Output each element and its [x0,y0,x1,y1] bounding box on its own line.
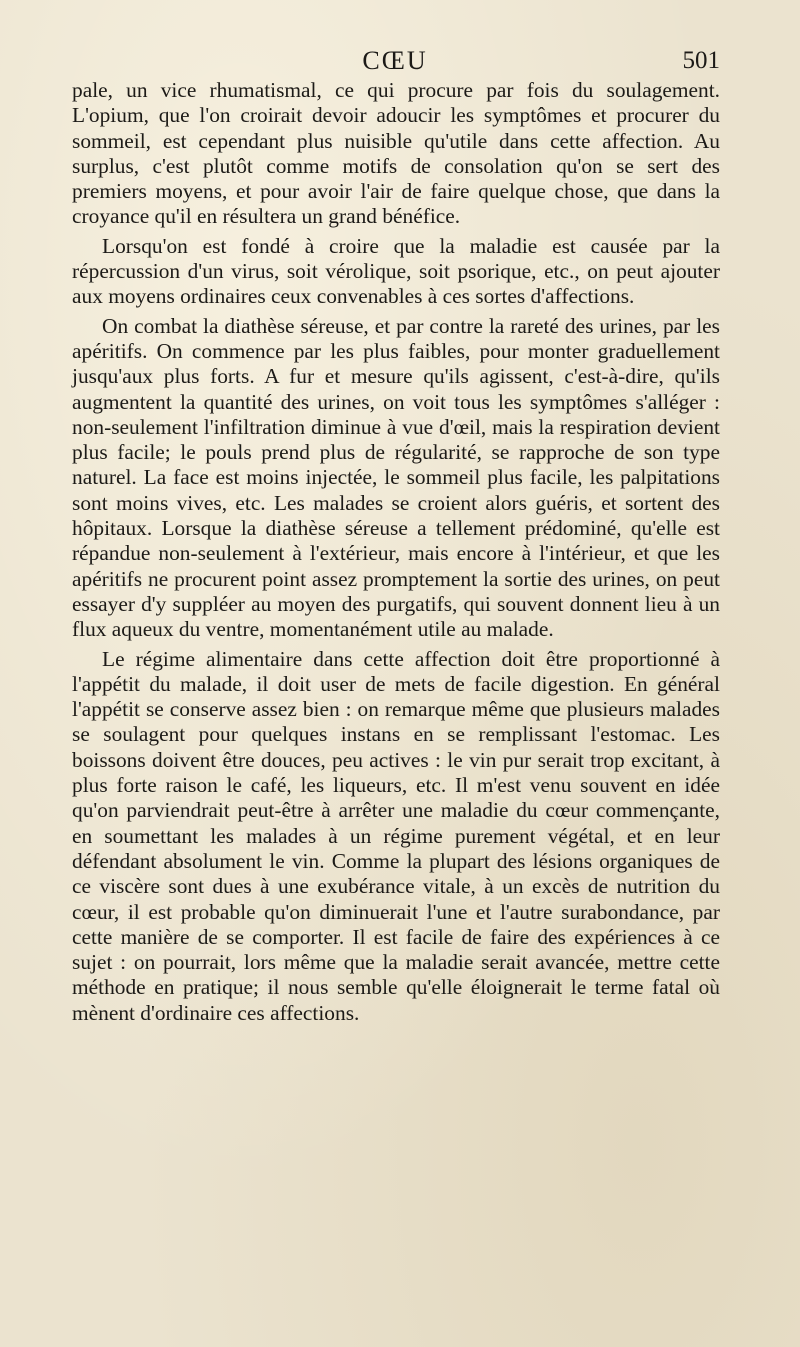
running-header [70,44,720,80]
paragraph-continued: pale, un vice rhumatismal, ce qui procure par fois du soulagement. L'opium, que l'on croirait devoir adoucir les symptômes et procurer du sommeil, est cependant plus nuisible qu'utile dans cette affection. Au surplus, c'est plutôt comme motifs de consolation qu'on se sert des premiers moyens, et pour avoir l'air de faire quelque chose, que dans la croyance qu'il en résultera un grand bénéfice. [72,78,720,229]
paragraph: On combat la diathèse séreuse, et par contre la rareté des urines, par les apéritifs. On commence par les plus faibles, pour monter graduellement jusqu'aux plus forts. A fur et mesure qu'ils agissent, c'est-à-dire, qu'ils augmentent la quantité des urines, on voit tous les symptômes s'alléger : non-seulement l'infiltration diminue à vue d'œil, mais la respiration devient plus facile; le pouls prend plus de régularité, se rapproche de son type naturel. La face est moins injectée, le sommeil plus facile, les palpitations sont moins vives, etc. Les malades se croient alors guéris, et sortent des hôpitaux. Lorsque la diathèse séreuse a tellement prédominé, qu'elle est répandue non-seulement à l'extérieur, mais encore à l'intérieur, et que les apéritifs ne procurent point assez promptement la sortie des urines, on peut essayer d'y suppléer au moyen des purgatifs, qui souvent donnent lieu à un flux aqueux du ventre, momentanément utile au malade. [72,313,720,642]
body-text [72,78,720,1026]
paragraph: Lorsqu'on est fondé à croire que la maladie est causée par la répercussion d'un virus, soit vérolique, soit psorique, etc., on peut ajouter aux moyens ordinaires ceux convenables à ces sortes d'affections. [72,233,720,309]
running-title: CŒU [362,46,428,75]
paragraph: Le régime alimentaire dans cette affection doit être proportionné à l'appétit du malade, il doit user de mets de facile digestion. En général l'appétit se conserve assez bien : on remarque même que plusieurs malades se soulagent pour quelques instans en se remplissant l'estomac. Les boissons doivent être douces, peu actives : le vin pur serait trop excitant, à plus forte raison le café, les liqueurs, etc. Il m'est venu souvent en idée qu'on parviendrait peut-être à arrêter une maladie du cœur commençante, en soumettant les malades à un régime purement végétal, et en leur défendant absolument le vin. Comme la plupart des lésions organiques de ce viscère sont dues à une exubérance vitale, à un excès de nutrition du cœur, il est probable qu'on diminuerait l'une et l'autre surabondance, par cette manière de se comporter. Il est facile de faire des expériences à ce sujet : on pourrait, lors même que la maladie serait avancée, mettre cette méthode en pratique; il nous semble qu'elle éloignerait le terme fatal où mènent d'ordinaire ces affections. [72,646,720,1025]
page-number: 501 [682,47,720,74]
